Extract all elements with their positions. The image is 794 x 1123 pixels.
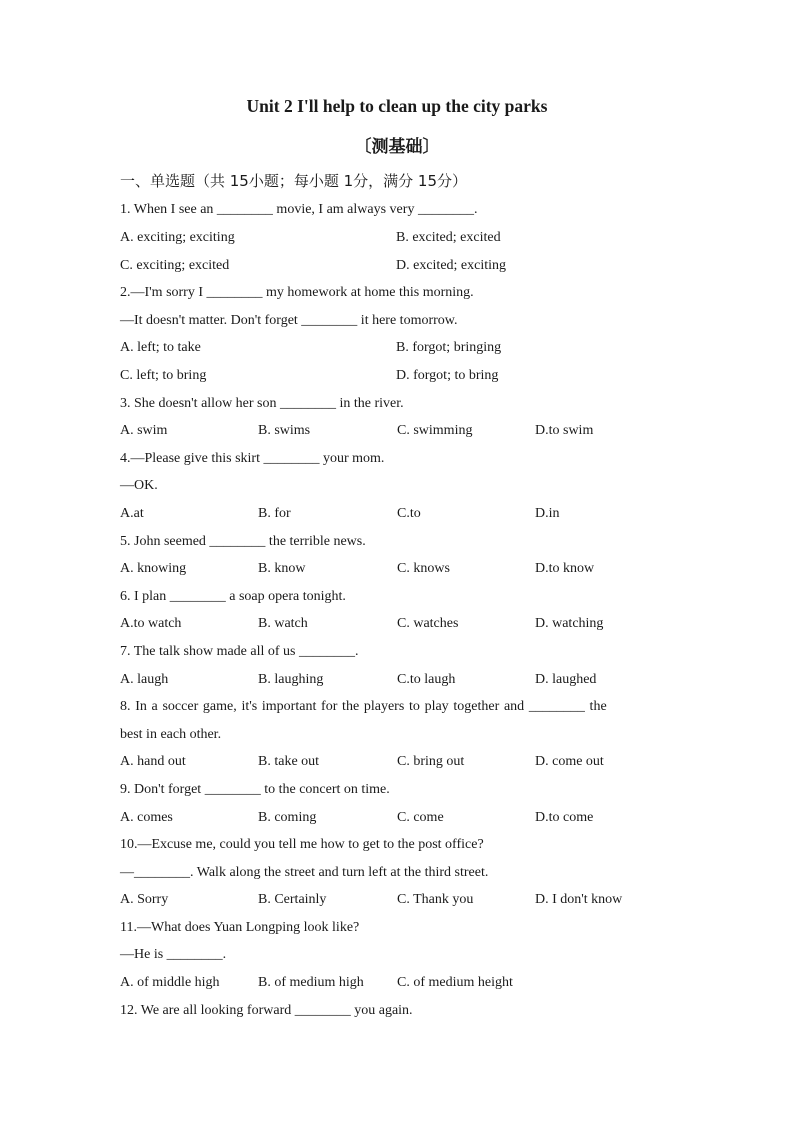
question-7-option-b: B. laughing [258, 672, 324, 687]
question-6-option-d: D. watching [535, 616, 604, 631]
question-7-option-a: A. laugh [120, 672, 169, 687]
question-10-option-a: A. Sorry [120, 892, 169, 907]
question-8-stem-1: 8. In a soccer game, it's important for the players to play together and ________ the [120, 699, 607, 714]
question-12-stem: 12. We are all looking forward ________ you again. [120, 1003, 413, 1018]
question-1-stem: 1. When I see an ________ movie, I am always very ________. [120, 202, 478, 217]
question-10-option-c: C. Thank you [397, 892, 474, 907]
question-11-stem-2: —He is ________. [120, 947, 227, 962]
question-4-stem-2: —OK. [120, 478, 158, 493]
question-8-stem-2: best in each other. [120, 727, 222, 742]
question-2-option-a: A. left; to take [120, 340, 201, 355]
question-9-option-b: B. coming [258, 810, 317, 825]
question-5-option-c: C. knows [397, 561, 450, 576]
question-11-option-b: B. of medium high [258, 975, 364, 990]
question-8-option-c: C. bring out [397, 754, 465, 769]
question-11-option-a: A. of middle high [120, 975, 220, 990]
question-6-option-b: B. watch [258, 616, 308, 631]
question-5-option-a: A. knowing [120, 561, 187, 576]
question-2-option-d: D. forgot; to bring [396, 368, 499, 383]
question-1-option-d: D. excited; exciting [396, 258, 507, 273]
question-3-option-c: C. swimming [397, 423, 473, 438]
question-3-stem: 3. She doesn't allow her son ________ in the river. [120, 396, 404, 411]
question-9-stem: 9. Don't forget ________ to the concert on time. [120, 782, 390, 797]
question-10-option-d: D. I don't know [535, 892, 623, 907]
question-5-option-b: B. know [258, 561, 306, 576]
question-9-option-d: D.to come [535, 810, 594, 825]
question-11-stem-1: 11.—What does Yuan Longping look like? [120, 920, 360, 935]
question-2-option-c: C. left; to bring [120, 368, 207, 383]
question-4-option-a: A.at [120, 506, 144, 521]
question-4-stem-1: 4.—Please give this skirt ________ your mom. [120, 451, 385, 466]
section-heading: 一、单选题（共 15小题；每小题 1分，满分 15分） [120, 172, 468, 190]
question-8-option-d: D. come out [535, 754, 604, 769]
question-10-option-b: B. Certainly [258, 892, 327, 907]
question-1-option-b: B. excited; excited [396, 230, 501, 245]
question-7-option-d: D. laughed [535, 672, 597, 687]
question-2-option-b: B. forgot; bringing [396, 340, 502, 355]
question-1-option-c: C. exciting; excited [120, 258, 230, 273]
question-5-option-d: D.to know [535, 561, 595, 576]
question-2-stem-2: —It doesn't matter. Don't forget ________ it here tomorrow. [120, 313, 458, 328]
question-3-option-a: A. swim [120, 423, 168, 438]
question-6-stem: 6. I plan ________ a soap opera tonight. [120, 589, 346, 604]
question-11-option-c: C. of medium height [397, 975, 513, 990]
question-3-option-d: D.to swim [535, 423, 594, 438]
page-title: Unit 2 I'll help to clean up the city parks [246, 96, 548, 116]
question-6-option-a: A.to watch [120, 616, 182, 631]
question-3-option-b: B. swims [258, 423, 311, 438]
question-8-option-b: B. take out [258, 754, 320, 769]
question-9-option-a: A. comes [120, 810, 173, 825]
question-4-option-d: D.in [535, 506, 560, 521]
question-10-stem-1: 10.—Excuse me, could you tell me how to get to the post office? [120, 837, 484, 852]
question-9-option-c: C. come [397, 810, 444, 825]
page-subtitle: 〔测基础〕 [354, 137, 440, 157]
question-10-stem-2: —________. Walk along the street and turn left at the third street. [120, 865, 489, 880]
question-6-option-c: C. watches [397, 616, 459, 631]
question-1-option-a: A. exciting; exciting [120, 230, 235, 245]
question-8-option-a: A. hand out [120, 754, 186, 769]
question-5-stem: 5. John seemed ________ the terrible news. [120, 534, 366, 549]
question-4-option-c: C.to [397, 506, 421, 521]
question-2-stem-1: 2.—I'm sorry I ________ my homework at home this morning. [120, 285, 474, 300]
question-7-stem: 7. The talk show made all of us ________. [120, 644, 359, 659]
question-7-option-c: C.to laugh [397, 672, 456, 687]
question-4-option-b: B. for [258, 506, 291, 521]
